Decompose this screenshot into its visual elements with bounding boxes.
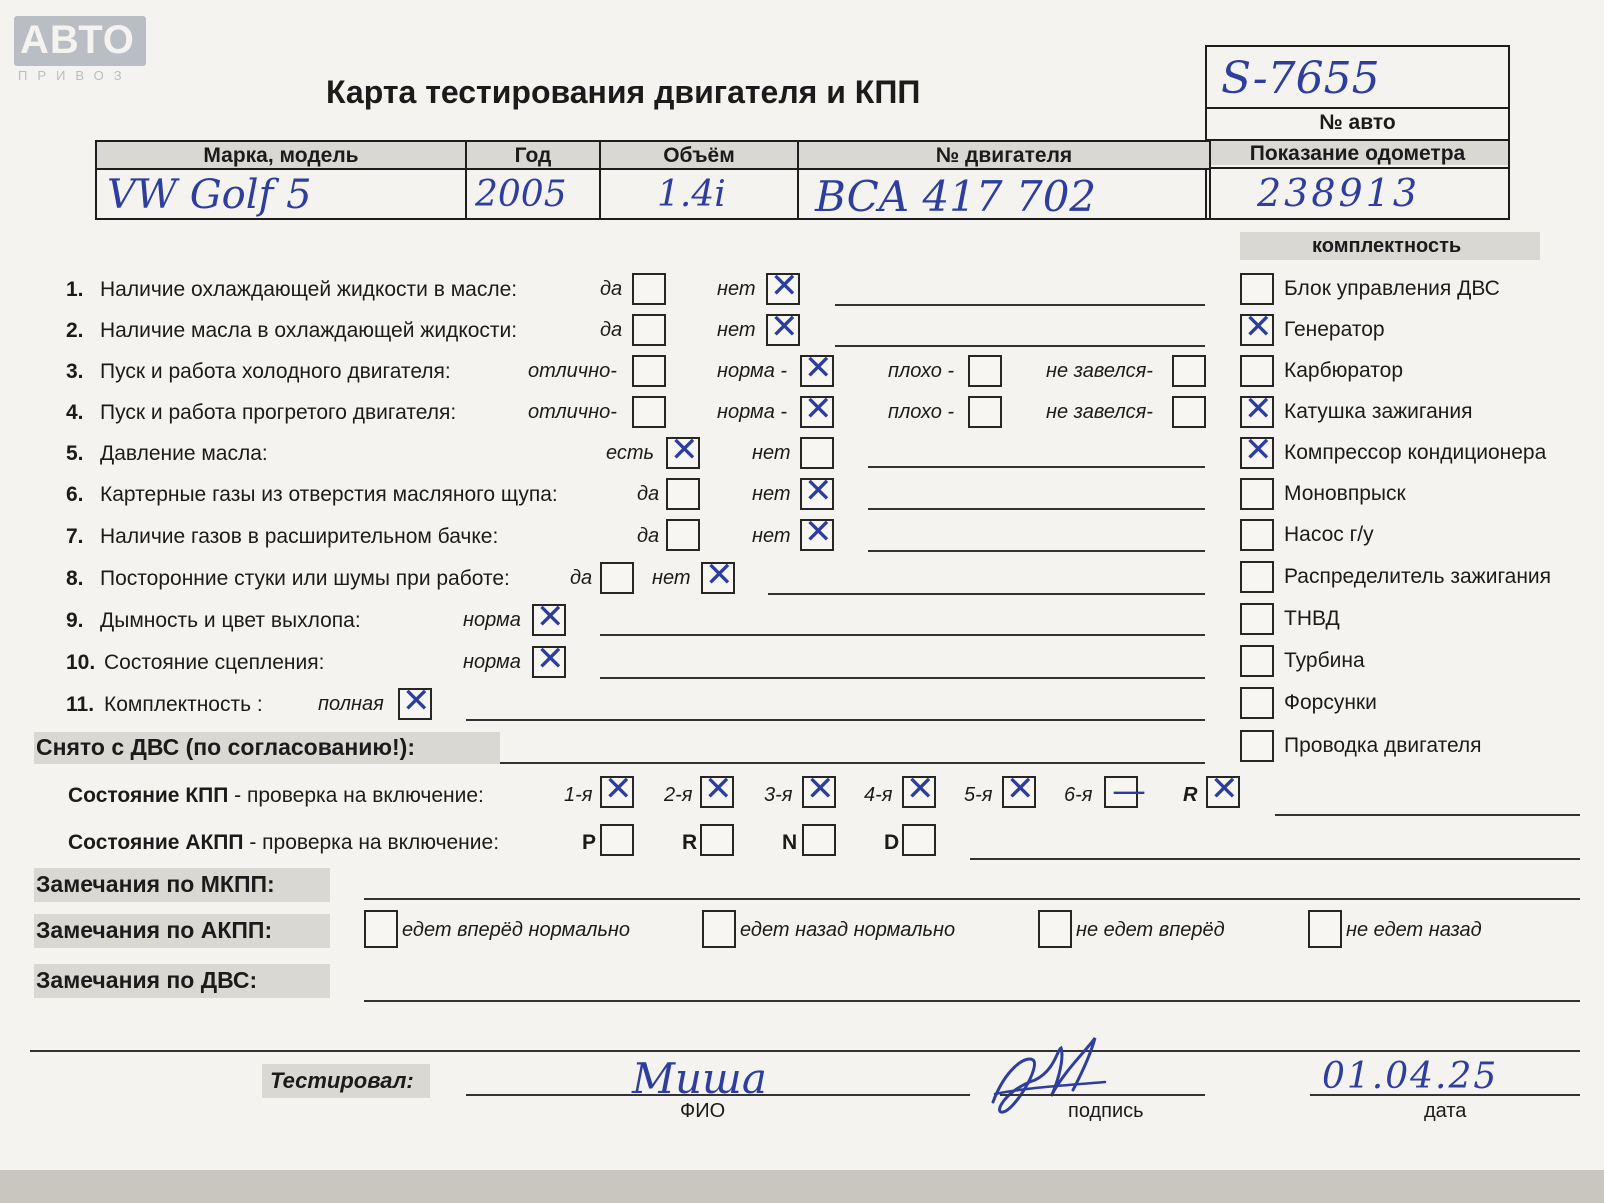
date-label: дата (1424, 1100, 1467, 1122)
removed-from-engine-label: Снято с ДВС (по согласованию!): (36, 734, 415, 760)
vehicle-info-table (95, 140, 1211, 220)
option-checkbox[interactable]: ✕ (532, 646, 566, 678)
gear-checkbox[interactable]: ✕ (1206, 776, 1240, 808)
option-label: норма (463, 609, 521, 631)
gear-checkbox[interactable]: ✕ (1002, 776, 1036, 808)
option-checkbox[interactable]: ✕ (398, 688, 432, 720)
akpp-position-checkbox[interactable] (802, 824, 836, 856)
option-checkbox[interactable] (1172, 355, 1206, 387)
option-label: нет (717, 278, 756, 300)
tester-name-value: Миша (632, 1054, 767, 1103)
completeness-checkbox[interactable] (1240, 519, 1274, 551)
akpp-remark-checkbox[interactable] (702, 910, 736, 948)
question-number: 9. (66, 609, 84, 632)
completeness-label: Компрессор кондиционера (1284, 441, 1547, 464)
gear-checkbox[interactable]: — (1104, 776, 1138, 808)
option-label: да (637, 525, 660, 547)
completeness-label: Карбюратор (1284, 359, 1404, 382)
gear-checkbox[interactable]: ✕ (600, 776, 634, 808)
option-label: есть (606, 442, 655, 464)
option-label: отлично- (528, 401, 617, 423)
akpp-position-checkbox[interactable] (700, 824, 734, 856)
option-label: да (570, 567, 593, 589)
akpp-remark-checkbox[interactable] (1308, 910, 1342, 948)
question-number: 2. (66, 319, 84, 342)
question-text: Наличие охлаждающей жидкости в масле: (100, 278, 518, 301)
question-number: 5. (66, 442, 84, 465)
question-text: Состояние сцепления: (104, 651, 325, 674)
question-number: 6. (66, 483, 84, 506)
completeness-checkbox[interactable]: ✕ (1240, 314, 1274, 346)
option-checkbox[interactable] (632, 314, 666, 346)
completeness-checkbox[interactable]: ✕ (1240, 396, 1274, 428)
gear-label: 5-я (964, 784, 993, 806)
gear-label: R (1183, 784, 1198, 806)
akpp-position-label: R (682, 831, 698, 854)
option-label: нет (752, 525, 791, 547)
option-label: да (600, 319, 623, 341)
option-checkbox[interactable]: ✕ (800, 478, 834, 510)
option-checkbox[interactable] (666, 478, 700, 510)
question-text: Картерные газы из отверстия масляного щупа: (100, 483, 558, 506)
option-checkbox[interactable]: ✕ (766, 273, 800, 305)
make-value: VW Golf 5 (107, 172, 312, 218)
akpp-remark-checkbox[interactable] (364, 910, 398, 948)
completeness-checkbox[interactable] (1240, 273, 1274, 305)
gear-checkbox[interactable]: ✕ (902, 776, 936, 808)
option-label: отлично- (528, 360, 617, 382)
completeness-label: Распределитель зажигания (1284, 565, 1552, 588)
akpp-position-label: P (582, 831, 597, 854)
option-label: норма - (717, 401, 788, 423)
gear-checkbox[interactable]: ✕ (802, 776, 836, 808)
gear-label: 2-я (664, 784, 693, 806)
date-value: 01.04.25 (1322, 1056, 1499, 1097)
option-label: да (600, 278, 623, 300)
completeness-checkbox[interactable] (1240, 355, 1274, 387)
car-number-value: S-7655 (1221, 53, 1380, 104)
option-label: норма - (717, 360, 788, 382)
akpp-remark-option: едет вперёд нормально (402, 919, 631, 941)
completeness-checkbox[interactable]: ✕ (1240, 437, 1274, 469)
question-text: Пуск и работа холодного двигателя: (100, 360, 451, 383)
option-checkbox[interactable] (968, 396, 1002, 428)
completeness-checkbox[interactable] (1240, 730, 1274, 762)
completeness-label: Насос г/у (1284, 523, 1374, 546)
option-checkbox[interactable]: ✕ (532, 604, 566, 636)
question-text: Дымность и цвет выхлопа: (100, 609, 361, 632)
question-text: Пуск и работа прогретого двигателя: (100, 401, 457, 424)
logo-text: АВТО (20, 18, 135, 62)
question-number: 10. (66, 651, 96, 674)
question-text: Наличие масла в охлаждающей жидкости: (100, 319, 518, 342)
gear-label: 6-я (1064, 784, 1093, 806)
akpp-position-label: D (884, 831, 900, 854)
option-checkbox[interactable] (666, 519, 700, 551)
option-label: полная (318, 693, 384, 715)
completeness-label: ТНВД (1284, 607, 1340, 630)
question-number: 1. (66, 278, 84, 301)
page-title: Карта тестирования двигателя и КПП (326, 74, 921, 110)
completeness-label: Блок управления ДВС (1284, 277, 1500, 300)
make-label: Марка, модель (203, 144, 359, 167)
akpp-remark-checkbox[interactable] (1038, 910, 1072, 948)
completeness-title: комплектность (1312, 235, 1462, 257)
option-checkbox[interactable]: ✕ (766, 314, 800, 346)
engine-number-label: № двигателя (935, 144, 1073, 167)
akpp-remark-option: не едет вперёд (1076, 919, 1225, 941)
question-number: 11. (66, 693, 95, 716)
gear-label: 1-я (564, 784, 593, 806)
fio-label: ФИО (680, 1100, 726, 1122)
year-value: 2005 (475, 174, 567, 215)
volume-label: Объём (663, 144, 735, 167)
completeness-checkbox[interactable] (1240, 603, 1274, 635)
option-label: нет (752, 483, 791, 505)
question-text: Давление масла: (100, 442, 268, 465)
question-number: 8. (66, 567, 84, 590)
option-label: не завелся- (1046, 401, 1153, 423)
gear-checkbox[interactable]: ✕ (700, 776, 734, 808)
question-text: Комплектность : (104, 693, 263, 716)
car-number-label: № авто (1319, 111, 1396, 134)
volume-value: 1.4i (657, 174, 726, 215)
option-checkbox[interactable]: ✕ (701, 562, 735, 594)
akpp-position-checkbox[interactable] (902, 824, 936, 856)
akpp-position-label: N (782, 831, 798, 854)
option-checkbox[interactable]: ✕ (800, 355, 834, 387)
completeness-label: Катушка зажигания (1284, 400, 1473, 423)
completeness-label: Генератор (1284, 318, 1385, 341)
option-label: нет (652, 567, 691, 589)
option-checkbox[interactable] (632, 355, 666, 387)
completeness-label: Турбина (1284, 649, 1365, 672)
odometer-value: 238913 (1257, 171, 1421, 215)
option-label: не завелся- (1046, 360, 1153, 382)
logo-subtext: ПРИВОЗ (18, 68, 132, 83)
completeness-label: Моновпрыск (1284, 482, 1406, 505)
option-label: норма (463, 651, 521, 673)
akpp-title: Состояние АКПП - проверка на включение: (68, 831, 500, 854)
akpp-remarks-label: Замечания по АКПП: (36, 917, 273, 943)
akpp-remark-option: не едет назад (1346, 919, 1482, 941)
option-checkbox[interactable]: ✕ (666, 437, 700, 469)
option-checkbox[interactable]: ✕ (800, 396, 834, 428)
akpp-position-checkbox[interactable] (600, 824, 634, 856)
odometer-label: Показание одометра (1249, 142, 1466, 165)
option-label: плохо - (888, 360, 955, 382)
completeness-checkbox[interactable] (1240, 645, 1274, 677)
year-label: Год (514, 144, 552, 167)
engine-number-value: BCA 417 702 (815, 172, 1097, 221)
question-number: 7. (66, 525, 84, 548)
completeness-checkbox[interactable] (1240, 561, 1274, 593)
signature-label: подпись (1068, 1100, 1144, 1122)
kpp-title: Состояние КПП - проверка на включение: (68, 784, 484, 807)
mkpp-remarks-label: Замечания по МКПП: (36, 871, 275, 897)
completeness-checkbox[interactable] (1240, 478, 1274, 510)
option-checkbox[interactable]: ✕ (800, 519, 834, 551)
option-label: да (637, 483, 660, 505)
dvs-remarks-label: Замечания по ДВС: (36, 967, 258, 993)
completeness-label: Форсунки (1284, 691, 1377, 714)
car-number-box (1205, 45, 1510, 220)
option-label: нет (717, 319, 756, 341)
option-checkbox[interactable] (968, 355, 1002, 387)
option-label: нет (752, 442, 791, 464)
completeness-checkbox[interactable] (1240, 687, 1274, 719)
completeness-label: Проводка двигателя (1284, 734, 1482, 757)
question-number: 4. (66, 401, 84, 424)
tested-by-label: Тестировал: (270, 1068, 414, 1093)
option-label: плохо - (888, 401, 955, 423)
gear-label: 4-я (864, 784, 893, 806)
question-text: Посторонние стуки или шумы при работе: (100, 567, 510, 590)
option-checkbox[interactable] (632, 273, 666, 305)
option-checkbox[interactable] (1172, 396, 1206, 428)
option-checkbox[interactable] (632, 396, 666, 428)
option-checkbox[interactable] (600, 562, 634, 594)
option-checkbox[interactable] (800, 437, 834, 469)
gear-label: 3-я (764, 784, 793, 806)
akpp-remark-option: едет назад нормально (740, 919, 956, 941)
question-number: 3. (66, 360, 84, 383)
question-text: Наличие газов в расширительном бачке: (100, 525, 499, 548)
